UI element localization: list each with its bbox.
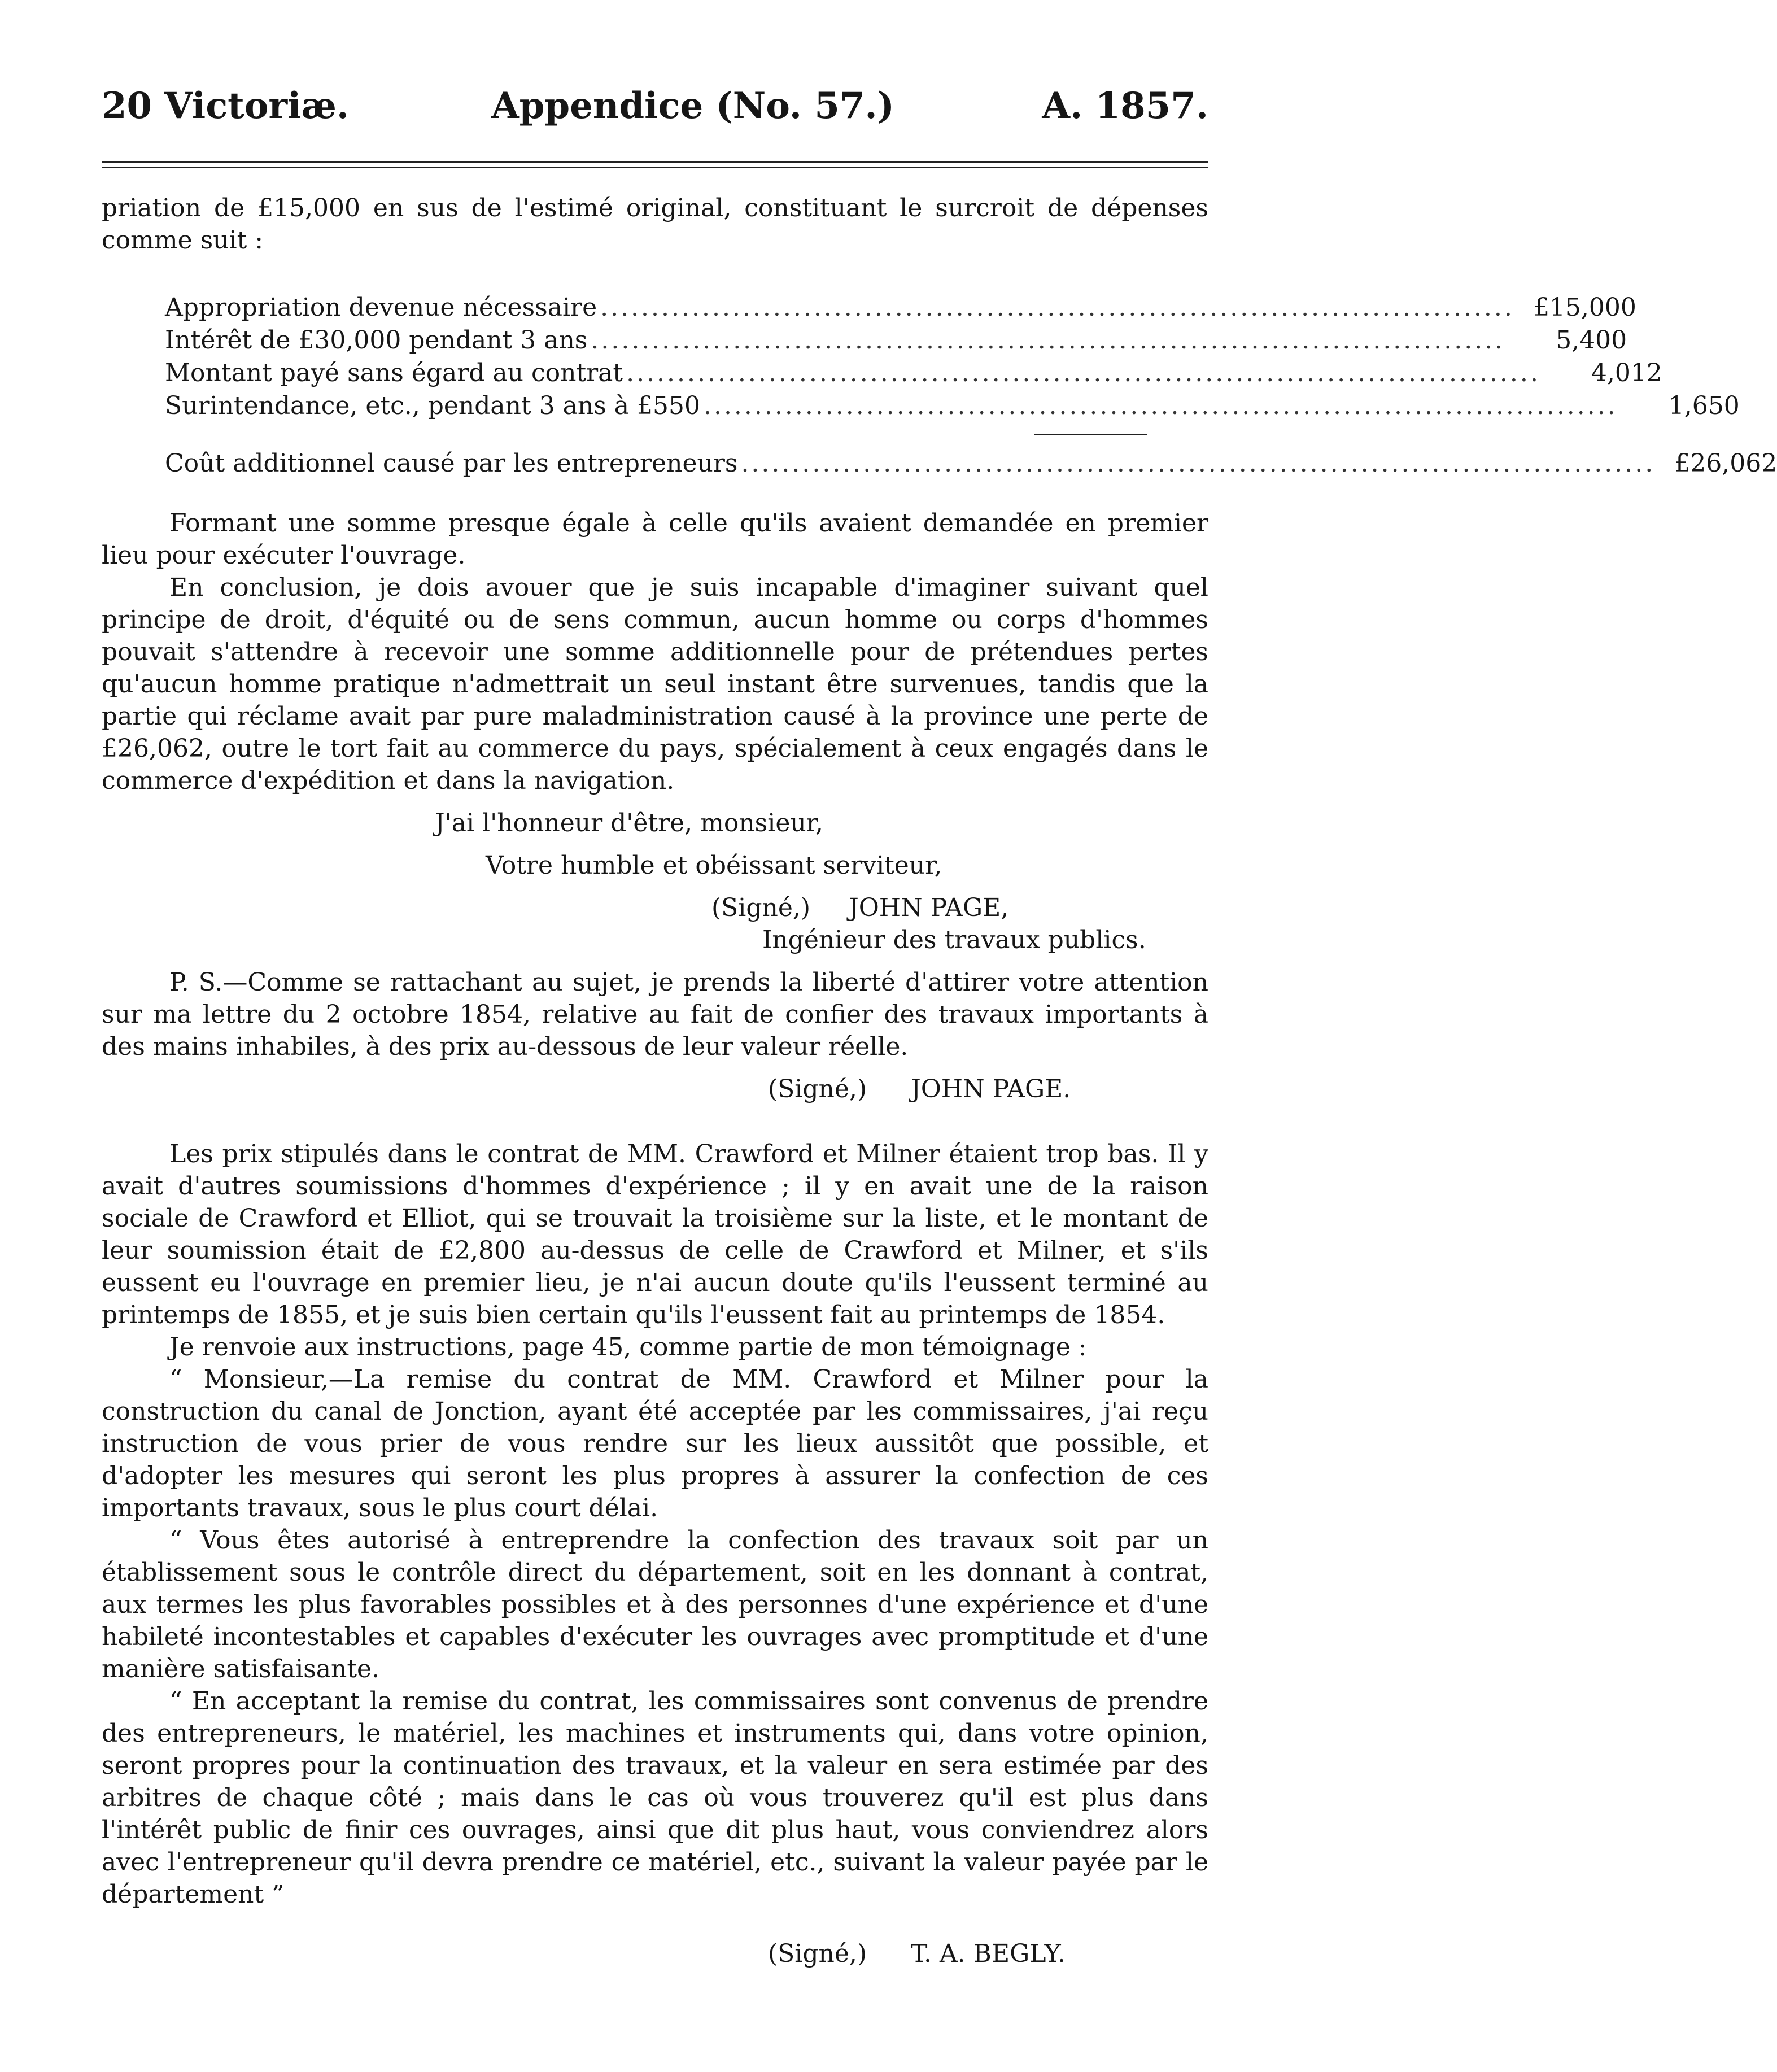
total-row — [165, 447, 1777, 480]
expense-label: Appropriation devenue nécessaire — [165, 293, 597, 322]
signed-label: (Signé,) — [768, 1939, 867, 1968]
quoted-paragraph: “ Vous êtes autorisé à entreprendre la confection des travaux soit par un établissement sous le contrôle direct du département, soit en les donnant à contrat, aux termes les plus favorables possibles et à des personnes d'une expérience et d'une habileté incontestables et capables d'exécuter les ouvrages avec promptitude et d'une manière satisfaisante. — [102, 1526, 1208, 1683]
expense-label: Montant payé sans égard au contrat — [165, 359, 623, 387]
final-signature — [102, 1938, 1208, 1970]
dot-leader: .......................................................................................... — [741, 449, 1656, 478]
postscript: P. S.—Comme se rattachant au sujet, je prends la liberté d'attirer votre attention sur ma lettre du 2 octobre 1854, relative au fait de confier des travaux importants à des mains inhabiles, à des prix au-dessous de leur valeur réelle. — [102, 968, 1208, 1061]
expense-row — [165, 357, 1662, 390]
header-center: Appendice (No. 57.) — [491, 85, 894, 127]
expense-row — [165, 390, 1740, 422]
dot-leader: .......................................................................................... — [600, 293, 1514, 322]
expense-amount: £15,000 — [1533, 293, 1636, 322]
expense-row — [165, 324, 1627, 357]
closing-servant: Votre humble et obéissant serviteur, — [486, 851, 942, 880]
expense-amount: 1,650 — [1668, 391, 1740, 420]
signed-label: (Signé,) — [711, 893, 811, 922]
dot-leader: .......................................................................................... — [591, 326, 1505, 355]
expense-row — [165, 291, 1636, 324]
header-rule-thin — [102, 167, 1208, 168]
signatory-title: Ingénieur des travaux publics. — [762, 926, 1146, 954]
sum-rule — [1034, 434, 1147, 435]
dot-leader: .......................................................................................... — [626, 359, 1540, 387]
intro-paragraph: priation de £15,000 en sus de l'estimé original, constituant le surcroit de dépenses comme suit : — [102, 194, 1208, 255]
header-left: 20 Victoriæ. — [102, 85, 350, 127]
expense-list — [165, 291, 1777, 480]
header-rule-thick — [102, 161, 1208, 163]
signatory-name: JOHN PAGE. — [911, 1075, 1071, 1103]
paragraph: Formant une somme presque égale à celle qu'ils avaient demandée en premier lieu pour exécuter l'ouvrage. — [102, 509, 1208, 570]
document-body — [102, 192, 1777, 1970]
header-right: A. 1857. — [1042, 85, 1208, 127]
paragraph: Les prix stipulés dans le contrat de MM. Crawford et Milner étaient trop bas. Il y avait d'autres soumissions d'hommes d'expérience ; il y en avait une de la raison sociale de Crawford et Elliot, qui se trouvait la troisième sur la liste, et le montant de leur soumission était de £2,800 au-dessus de celle de Crawford et Milner, et s'ils eussent eu l'ouvrage en premier lieu, je n'ai aucun doute qu'ils l'eussent terminé au printemps de 1855, et je suis bien certain qu'ils l'eussent fait au printemps de 1854. — [102, 1140, 1208, 1329]
total-amount: £26,062 — [1674, 449, 1777, 478]
expense-amount: 5,400 — [1556, 326, 1627, 355]
signature-line — [102, 892, 1208, 924]
signatory-name: JOHN PAGE, — [849, 893, 1009, 922]
page-header — [102, 85, 1208, 136]
paragraph: Je renvoie aux instructions, page 45, comme partie de mon témoignage : — [169, 1333, 1087, 1362]
total-label: Coût additionnel causé par les entrepreneurs — [165, 449, 738, 478]
closing-salutation: J'ai l'honneur d'être, monsieur, — [435, 809, 823, 837]
expense-label: Intérêt de £30,000 pendant 3 ans — [165, 326, 588, 355]
paragraph: En conclusion, je dois avouer que je suis incapable d'imaginer suivant quel principe de droit, d'équité ou de sens commun, aucun homme ou corps d'hommes pouvait s'attendre à recevoir une somme additionnelle pour de prétendues pertes qu'aucun homme pratique n'admettrait un seul instant être survenues, tandis que la partie qui réclame avait par pure maladministration causé à la province une perte de £26,062, outre le tort fait au commerce du pays, spécialement à ceux engagés dans le commerce d'expédition et dans la navigation. — [102, 573, 1208, 795]
dot-leader: .......................................................................................... — [703, 391, 1618, 420]
signed-label: (Signé,) — [768, 1075, 867, 1103]
expense-label: Surintendance, etc., pendant 3 ans à £550 — [165, 391, 700, 420]
signatory-name: T. A. BEGLY. — [911, 1939, 1066, 1968]
quoted-paragraph: “ En acceptant la remise du contrat, les commissaires sont convenus de prendre des entrepreneurs, le matériel, les machines et instruments qui, dans votre opinion, seront propres pour la continuation des travaux, et la valeur en sera estimée par des arbitres de chaque côté ; mais dans le cas où vous trouverez qu'il est plus dans l'intérêt public de finir ces ouvrages, ainsi que dit plus haut, vous conviendrez alors avec l'entrepreneur qu'il devra prendre ce matériel, etc., suivant la valeur payée par le département ” — [102, 1687, 1208, 1909]
quoted-paragraph: “ Monsieur,—La remise du contrat de MM. Crawford et Milner pour la construction du canal de Jonction, ayant été acceptée par les commissaires, j'ai reçu instruction de vous prier de vous rendre sur les lieux aussitôt que possible, et d'adopter les mesures qui seront les plus propres à assurer la confection de ces importants travaux, sous le plus court délai. — [102, 1365, 1208, 1523]
postscript-signature — [102, 1073, 1208, 1105]
expense-amount: 4,012 — [1591, 359, 1662, 387]
